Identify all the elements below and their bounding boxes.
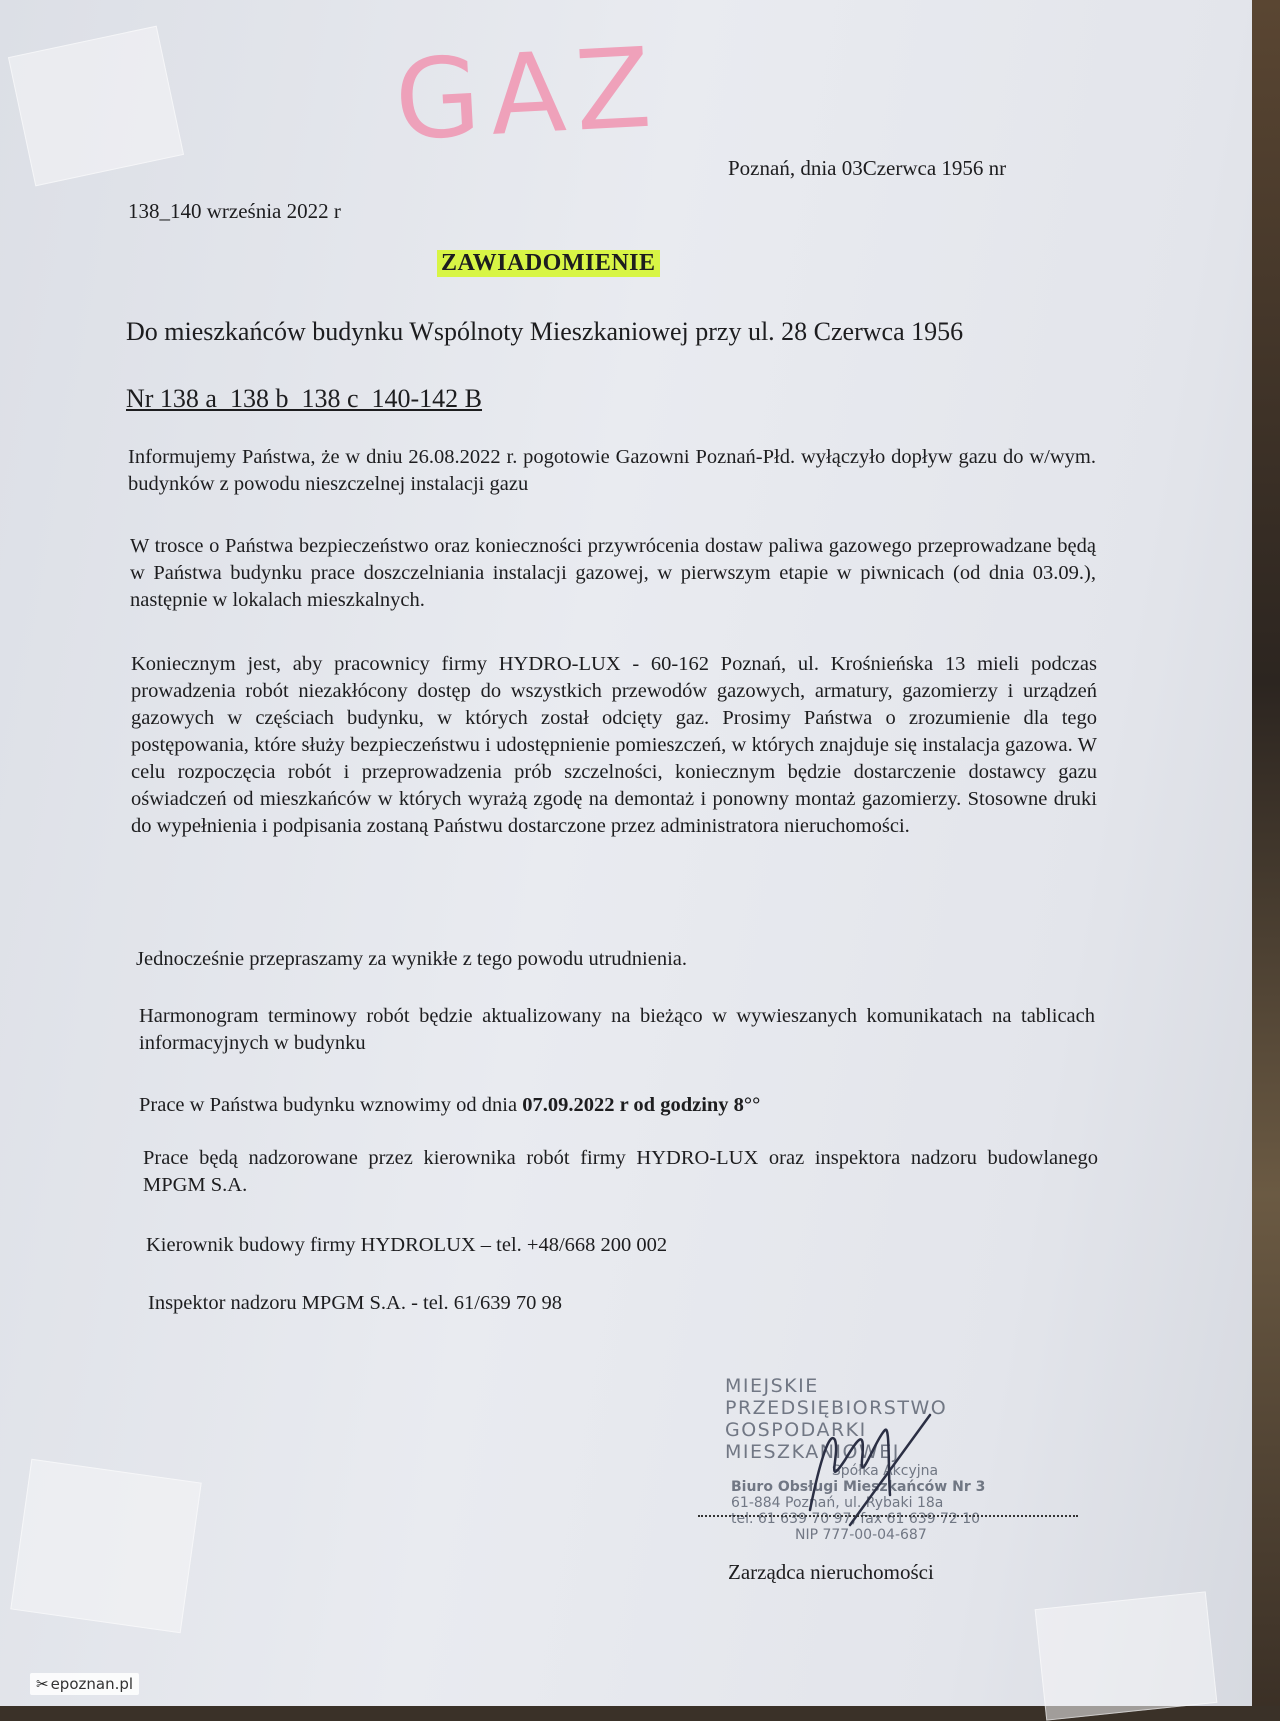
paragraph-resume-date xyxy=(139,1092,760,1119)
addressee: Do mieszkańców budynku Wspólnoty Mieszkaniowej przy ul. 28 Czerwca 1956 xyxy=(126,317,964,346)
document-title: ZAWIADOMIENIE xyxy=(437,250,660,277)
stamp-line: tel. 61 639 70 97, fax 61 639 72 10 xyxy=(731,1511,981,1527)
resume-date-value: 07.09.2022 r od godziny 8°° xyxy=(522,1094,761,1116)
stamp-line: Biuro Obsługi Mieszkańców Nr 3 xyxy=(731,1479,986,1495)
stamp-line: GOSPODARKI MIESZKANIOWEJ xyxy=(725,1419,900,1463)
signature-caption: Zarządca nieruchomości xyxy=(728,1560,934,1584)
watermark-logo-icon: ✂ xyxy=(36,1675,49,1693)
contact-site-manager: Kierownik budowy firmy HYDROLUX – tel. +48/668 200 002 xyxy=(146,1234,668,1256)
paragraph-schedule: Harmonogram terminowy robót będzie aktualizowany na bieżąco w wywieszanych komunikatach na tablicach informacyjnych w budynku xyxy=(139,1005,1095,1054)
tape-piece xyxy=(1035,1591,1218,1720)
building-numbers: Nr 138 a_138 b_138 c_140-142 B xyxy=(126,384,483,413)
watermark-text: epoznan.pl xyxy=(50,1675,134,1693)
paragraph-gas-shutoff: Informujemy Państwa, że w dniu 26.08.2022 r. pogotowie Gazowni Poznań-Płd. wyłączyło dopływ gazu do w/wym. budynków z powodu nieszczelnej instalacji gazu xyxy=(128,446,1096,495)
stamp-line: NIP 777-00-04-687 xyxy=(795,1527,927,1543)
tape-piece xyxy=(10,1459,201,1633)
contact-inspector: Inspektor nadzoru MPGM S.A. - tel. 61/639 70 98 xyxy=(148,1292,562,1314)
signature-icon xyxy=(790,1400,940,1530)
paragraph-supervision: Prace będą nadzorowane przez kierownika robót firmy HYDRO-LUX oraz inspektora nadzoru budowlanego MPGM S.A. xyxy=(143,1147,1098,1196)
signature-line xyxy=(698,1515,1078,1517)
stamp-line: MIEJSKIE PRZEDSIĘBIORSTWO xyxy=(725,1375,948,1419)
stamp-line: Spółka Akcyjna xyxy=(831,1463,939,1479)
document-date: Poznań, dnia 03Czerwca 1956 nr xyxy=(728,156,1007,180)
source-watermark xyxy=(30,1673,139,1695)
resume-date-prefix: Prace w Państwa budynku wznowimy od dnia xyxy=(139,1094,523,1116)
paragraph-repair-works: W trosce o Państwa bezpieczeństwo oraz konieczności przywrócenia dostaw paliwa gazowego przeprowadzane będą w Państwa budynku prace doszczelniania instalacji gazowej, w pierwszym etapie w piwnicach (od dnia 03.09.), następnie w lokalach mieszkalnych. xyxy=(130,535,1096,611)
handwritten-gaz-note: GAZ xyxy=(391,23,665,165)
paragraph-apology: Jednocześnie przepraszamy za wynikłe z tego powodu utrudnienia. xyxy=(136,948,688,970)
document-reference: 138_140 września 2022 r xyxy=(128,199,341,223)
paragraph-access-request: Koniecznym jest, aby pracownicy firmy HYDRO-LUX - 60-162 Poznań, ul. Krośnieńska 13 mieli podczas prowadzenia robót niezakłócony dostęp do wszystkich przewodów gazowych, armatury, gazomierzy i urządzeń gazowych w częściach budynku, w których został odcięty gaz. Prosimy Państwa o zrozumienie dla tego postępowania, które służy bezpieczeństwu i udostępnienie pomieszczeń, w których znajduje się instalacja gazowa. W celu rozpoczęcia robót i przeprowadzenia prób szczelności, koniecznym będzie dostarczenie dostawcy gazu oświadczeń od mieszkańców w których wyrażą zgodę na demontaż i ponowny montaż gazomierzy. Stosowne druki do wypełnienia i podpisania zostaną Państwu dostarczone przez administratora nieruchomości. xyxy=(131,653,1097,837)
stamp-line: 61-884 Poznań, ul. Rybaki 18a xyxy=(731,1495,944,1511)
tape-piece xyxy=(8,26,184,187)
